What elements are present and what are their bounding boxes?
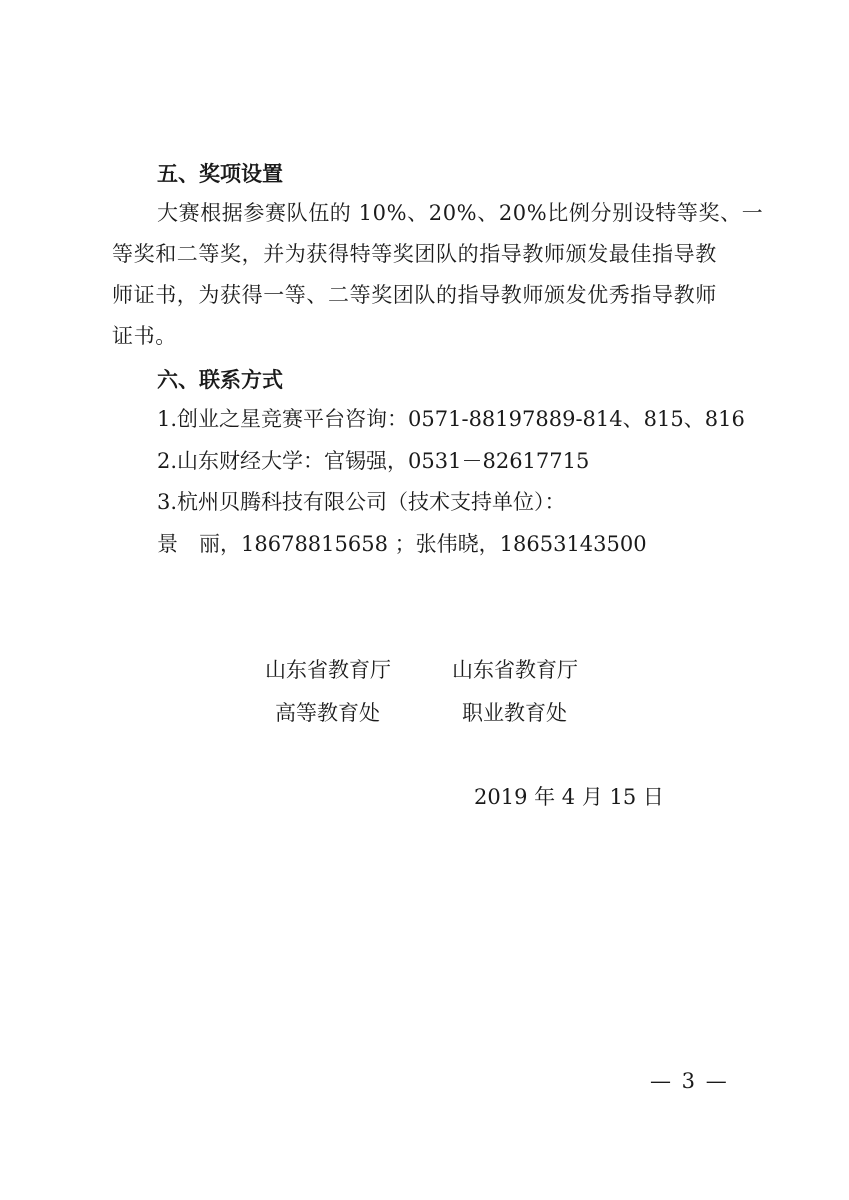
section5-line-1: 大赛根据参赛队伍的 10%、20%、20%比例分别设特等奖、一	[157, 201, 764, 225]
section5-line-4: 证书。	[112, 324, 177, 348]
section6-heading: 六、联系方式	[157, 368, 283, 392]
signature-org2-line1: 山东省教育厅	[452, 658, 578, 682]
signature-org2-line2: 职业教育处	[462, 701, 567, 725]
signature-date: 2019 年 4 月 15 日	[474, 785, 664, 809]
signature-org1-line2: 高等教育处	[275, 701, 380, 725]
page-number: — 3 —	[650, 1069, 729, 1093]
contact-line-3: 3.杭州贝腾科技有限公司（技术支持单位）：	[157, 490, 566, 514]
section5-line-2: 等奖和二等奖，并为获得特等奖团队的指导教师颁发最佳指导教	[112, 242, 717, 266]
section5-line-3: 师证书，为获得一等、二等奖团队的指导教师颁发优秀指导教师	[112, 283, 717, 307]
section5-paragraph	[112, 193, 764, 357]
contact-line-2: 2.山东财经大学：官锡强，0531－82617715	[157, 449, 590, 473]
contact-line-4: 景 丽，18678815658 ；张伟晓，18653143500	[157, 532, 647, 556]
signature-org1-line1: 山东省教育厅	[265, 658, 391, 682]
section5-heading: 五、奖项设置	[157, 162, 283, 186]
contact-line-1: 1.创业之星竞赛平台咨询：0571-88197889-814、815、816	[157, 407, 745, 431]
